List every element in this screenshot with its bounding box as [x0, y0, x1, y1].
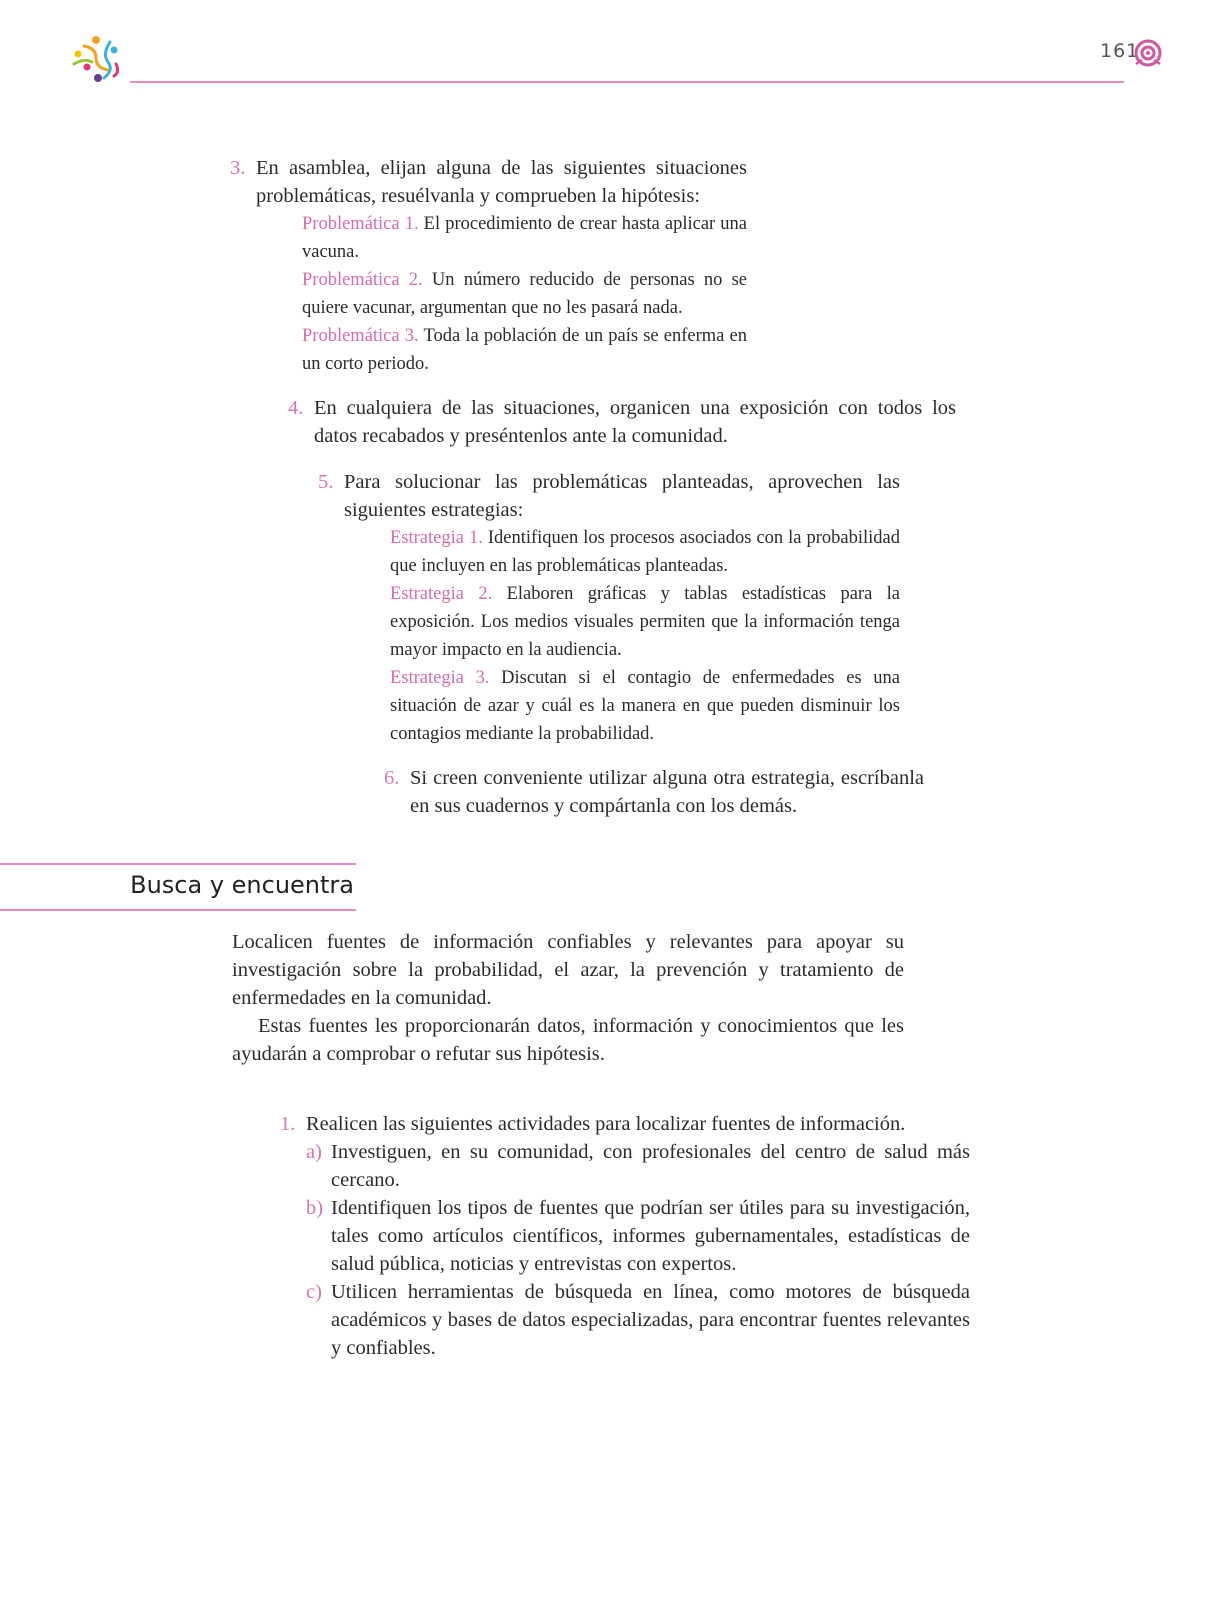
item-text: En asamblea, elijan alguna de las siguientes situaciones problemáticas, resuélvanla y comprueben la hipótesis:	[256, 157, 747, 207]
problem-item	[302, 322, 747, 378]
section-paragraph-2: Estas fuentes les proporcionarán datos, información y conocimientos que les ayudarán a comprobar o refutar sus hipótesis.	[232, 1015, 904, 1065]
strategy-text: Elaboren gráficas y tablas estadísticas para la exposición. Los medios visuales permiten que la información tenga mayor impacto en la audiencia.	[390, 584, 900, 660]
item-number: 4.	[288, 397, 304, 419]
strategy-text: Discutan si el contagio de enfermedades es una situación de azar y cuál es la manera en que pueden disminuir los contagios mediante la probabilidad.	[390, 668, 901, 744]
item-number: 5.	[318, 471, 334, 493]
activity-item-3	[230, 154, 747, 378]
subitem-list	[306, 1138, 970, 1362]
subitem-c	[306, 1278, 970, 1362]
decorative-seal-icon	[1133, 38, 1163, 68]
activity-item-4	[288, 394, 956, 450]
item-text: Realicen las siguientes actividades para localizar fuentes de información.	[306, 1113, 906, 1135]
strategy-label: Estrategia 2.	[390, 584, 493, 604]
activity-item-6	[384, 764, 924, 820]
section-heading	[0, 863, 356, 911]
strategy-label: Estrategia 3.	[390, 668, 490, 688]
problem-text: Toda la población de un país se enferma en un corto periodo.	[302, 326, 747, 374]
problem-label: Problemática 3.	[302, 326, 419, 346]
subitem-letter: a)	[306, 1141, 322, 1163]
section-rule-bottom	[0, 909, 356, 911]
item-text: Para solucionar las problemáticas planteadas, aprovechen las siguientes estrategias:	[344, 471, 900, 521]
item-number: 1.	[280, 1113, 296, 1135]
problem-text: Un número reducido de personas no se quiere vacunar, argumentan que no les pasará nada.	[302, 270, 748, 318]
problem-text: El procedimiento de crear hasta aplicar una vacuna.	[302, 214, 747, 262]
strategy-item	[390, 524, 900, 580]
subitem-text: Utilicen herramientas de búsqueda en línea, como motores de búsqueda académicos y bases de datos especializadas, para encontrar fuentes relevantes y confiables.	[331, 1281, 970, 1359]
strategy-label: Estrategia 1.	[390, 528, 483, 548]
item-number: 3.	[230, 157, 246, 179]
people-circle-logo-icon	[70, 34, 126, 84]
section-title: Busca y encuentra	[130, 871, 354, 899]
subitem-text: Investiguen, en su comunidad, con profesionales del centro de salud más cercano.	[331, 1141, 970, 1191]
item-text: Si creen conveniente utilizar alguna otra estrategia, escríbanla en sus cuadernos y compártanla con los demás.	[410, 767, 924, 817]
problem-list	[302, 210, 747, 378]
subitem-a	[306, 1138, 970, 1194]
section-paragraph-1: Localicen fuentes de información confiables y relevantes para apoyar su investigación sobre la probabilidad, el azar, la prevención y tratamiento de enfermedades en la comunidad.	[232, 931, 904, 1009]
strategy-item	[390, 664, 900, 748]
strategy-list	[390, 524, 900, 748]
problem-item	[302, 266, 747, 322]
page-number: 161	[1100, 40, 1140, 62]
strategy-text: Identifiquen los procesos asociados con la probabilidad que incluyen en las problemáticas planteadas.	[390, 528, 901, 576]
item-number: 6.	[384, 767, 400, 789]
section-rule-top	[0, 863, 356, 865]
subitem-letter: b)	[306, 1197, 324, 1219]
section-item-1	[280, 1110, 970, 1362]
subitem-text: Identifiquen los tipos de fuentes que podrían ser útiles para su investigación, tales como artículos científicos, informes gubernamentales, estadísticas de salud pública, noticias y entrevistas con expertos.	[331, 1197, 970, 1275]
strategy-item	[390, 580, 900, 664]
problem-item	[302, 210, 747, 266]
item-text: En cualquiera de las situaciones, organicen una exposición con todos los datos recabados y preséntenlos ante la comunidad.	[314, 397, 956, 447]
problem-label: Problemática 1.	[302, 214, 419, 234]
subitem-b	[306, 1194, 970, 1278]
header-rule	[130, 81, 1124, 83]
activity-item-5	[318, 468, 900, 748]
problem-label: Problemática 2.	[302, 270, 423, 290]
subitem-letter: c)	[306, 1281, 322, 1303]
